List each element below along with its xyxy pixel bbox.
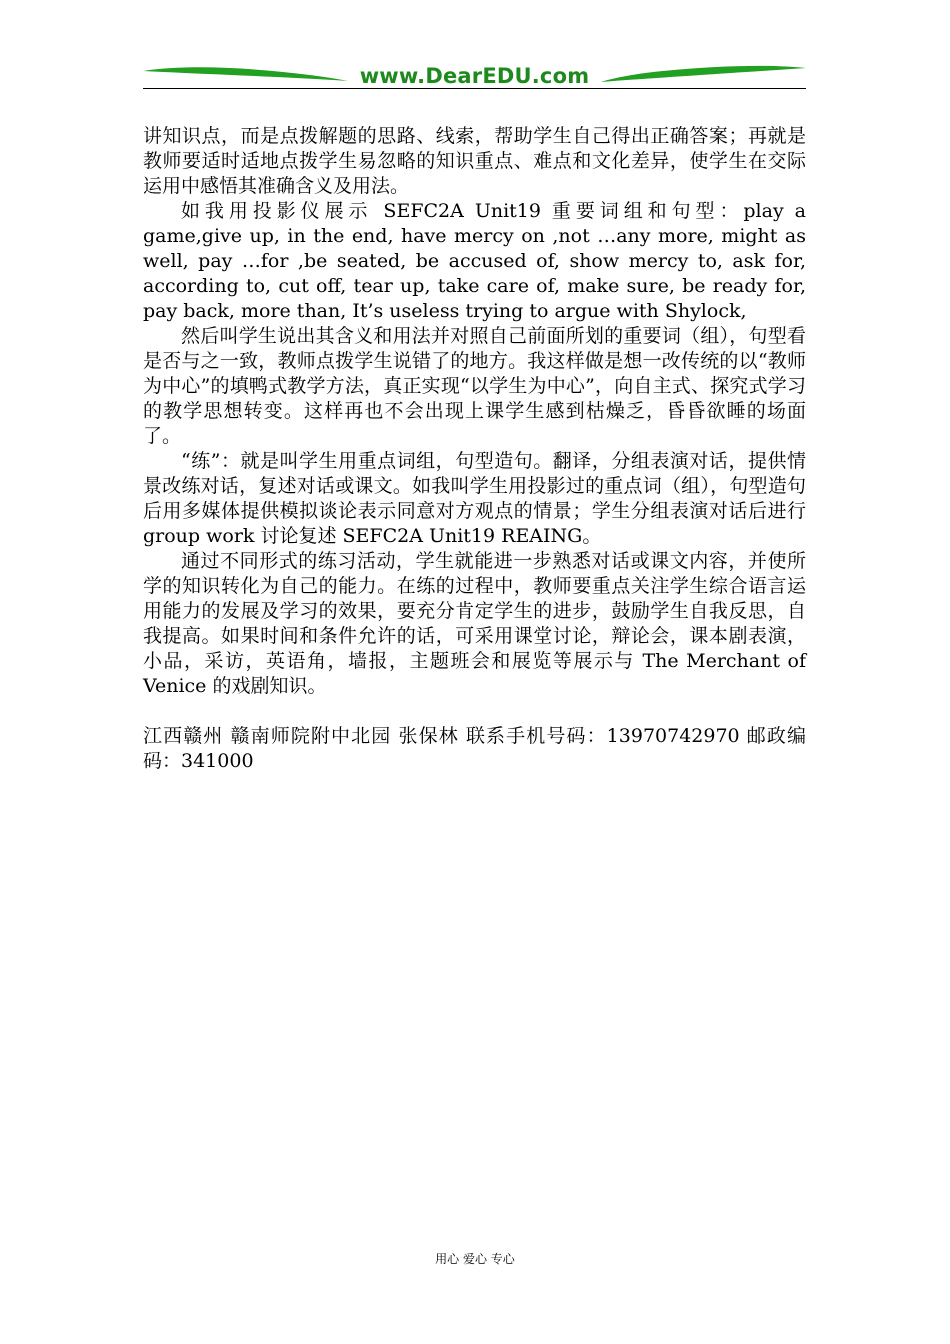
body-paragraph: 然后叫学生说出其含义和用法并对照自己前面所划的重要词（组），句型看是否与之一致，教师点拨学生说错了的地方。我这样做是想一改传统的以“教师为中心”的填鸭式教学方法，真正实现“以学生为中心”，向自主式、探究式学习的教学思想转变。这样再也不会出现上课学生感到枯燥乏，昏昏欲睡的场面了。	[143, 325, 806, 447]
page-footer: 用心 爱心 专心	[435, 1252, 515, 1266]
body-paragraph: 如我用投影仪展示 SEFC2A Unit19 重要词组和句型：play a game,give up, in the end, have mercy on ,not …any more, might as well, pay …for ,be seated, be accused of, show mercy to, ask for, according to, cut off, tear up, take care of, make sure, be ready for, pay back, more than, It’s useless trying to argue with Shylock,	[143, 200, 806, 322]
body-paragraph: 讲知识点，而是点拨解题的思路、线索，帮助学生自己得出正确答案；再就是教师要适时适地点拨学生易忽略的知识重点、难点和文化差异，使学生在交际运用中感悟其准确含义及用法。	[143, 125, 806, 197]
body-paragraph: “练”：就是叫学生用重点词组，句型造句。翻译，分组表演对话，提供情景改练对话，复述对话或课文。如我叫学生用投影过的重点词（组），句型造句后用多媒体提供模拟谈论表示同意对方观点的情景；学生分组表演对话后进行 group work 讨论复述 SEFC2A Unit19 REAING。	[143, 450, 806, 547]
author-contact: 江西赣州 赣南师院附中北园 张保林 联系手机号码：13970742970 邮政编码：341000	[143, 725, 806, 772]
site-logo[interactable]: www.DearEDU.com	[359, 64, 590, 88]
header-divider	[143, 88, 806, 89]
body-paragraph: 通过不同形式的练习活动，学生就能进一步熟悉对话或课文内容，并使所学的知识转化为自己的能力。在练的过程中，教师要重点关注学生综合语言运用能力的发展及学习的效果，要充分肯定学生的进步，鼓励学生自我反思，自我提高。如果时间和条件允许的话，可采用课堂讨论，辩论会，课本剧表演，小品，采访，英语角，墙报，主题班会和展览等展示与 The Merchant of Venice 的戏剧知识。	[143, 550, 806, 697]
document-body	[143, 124, 806, 774]
